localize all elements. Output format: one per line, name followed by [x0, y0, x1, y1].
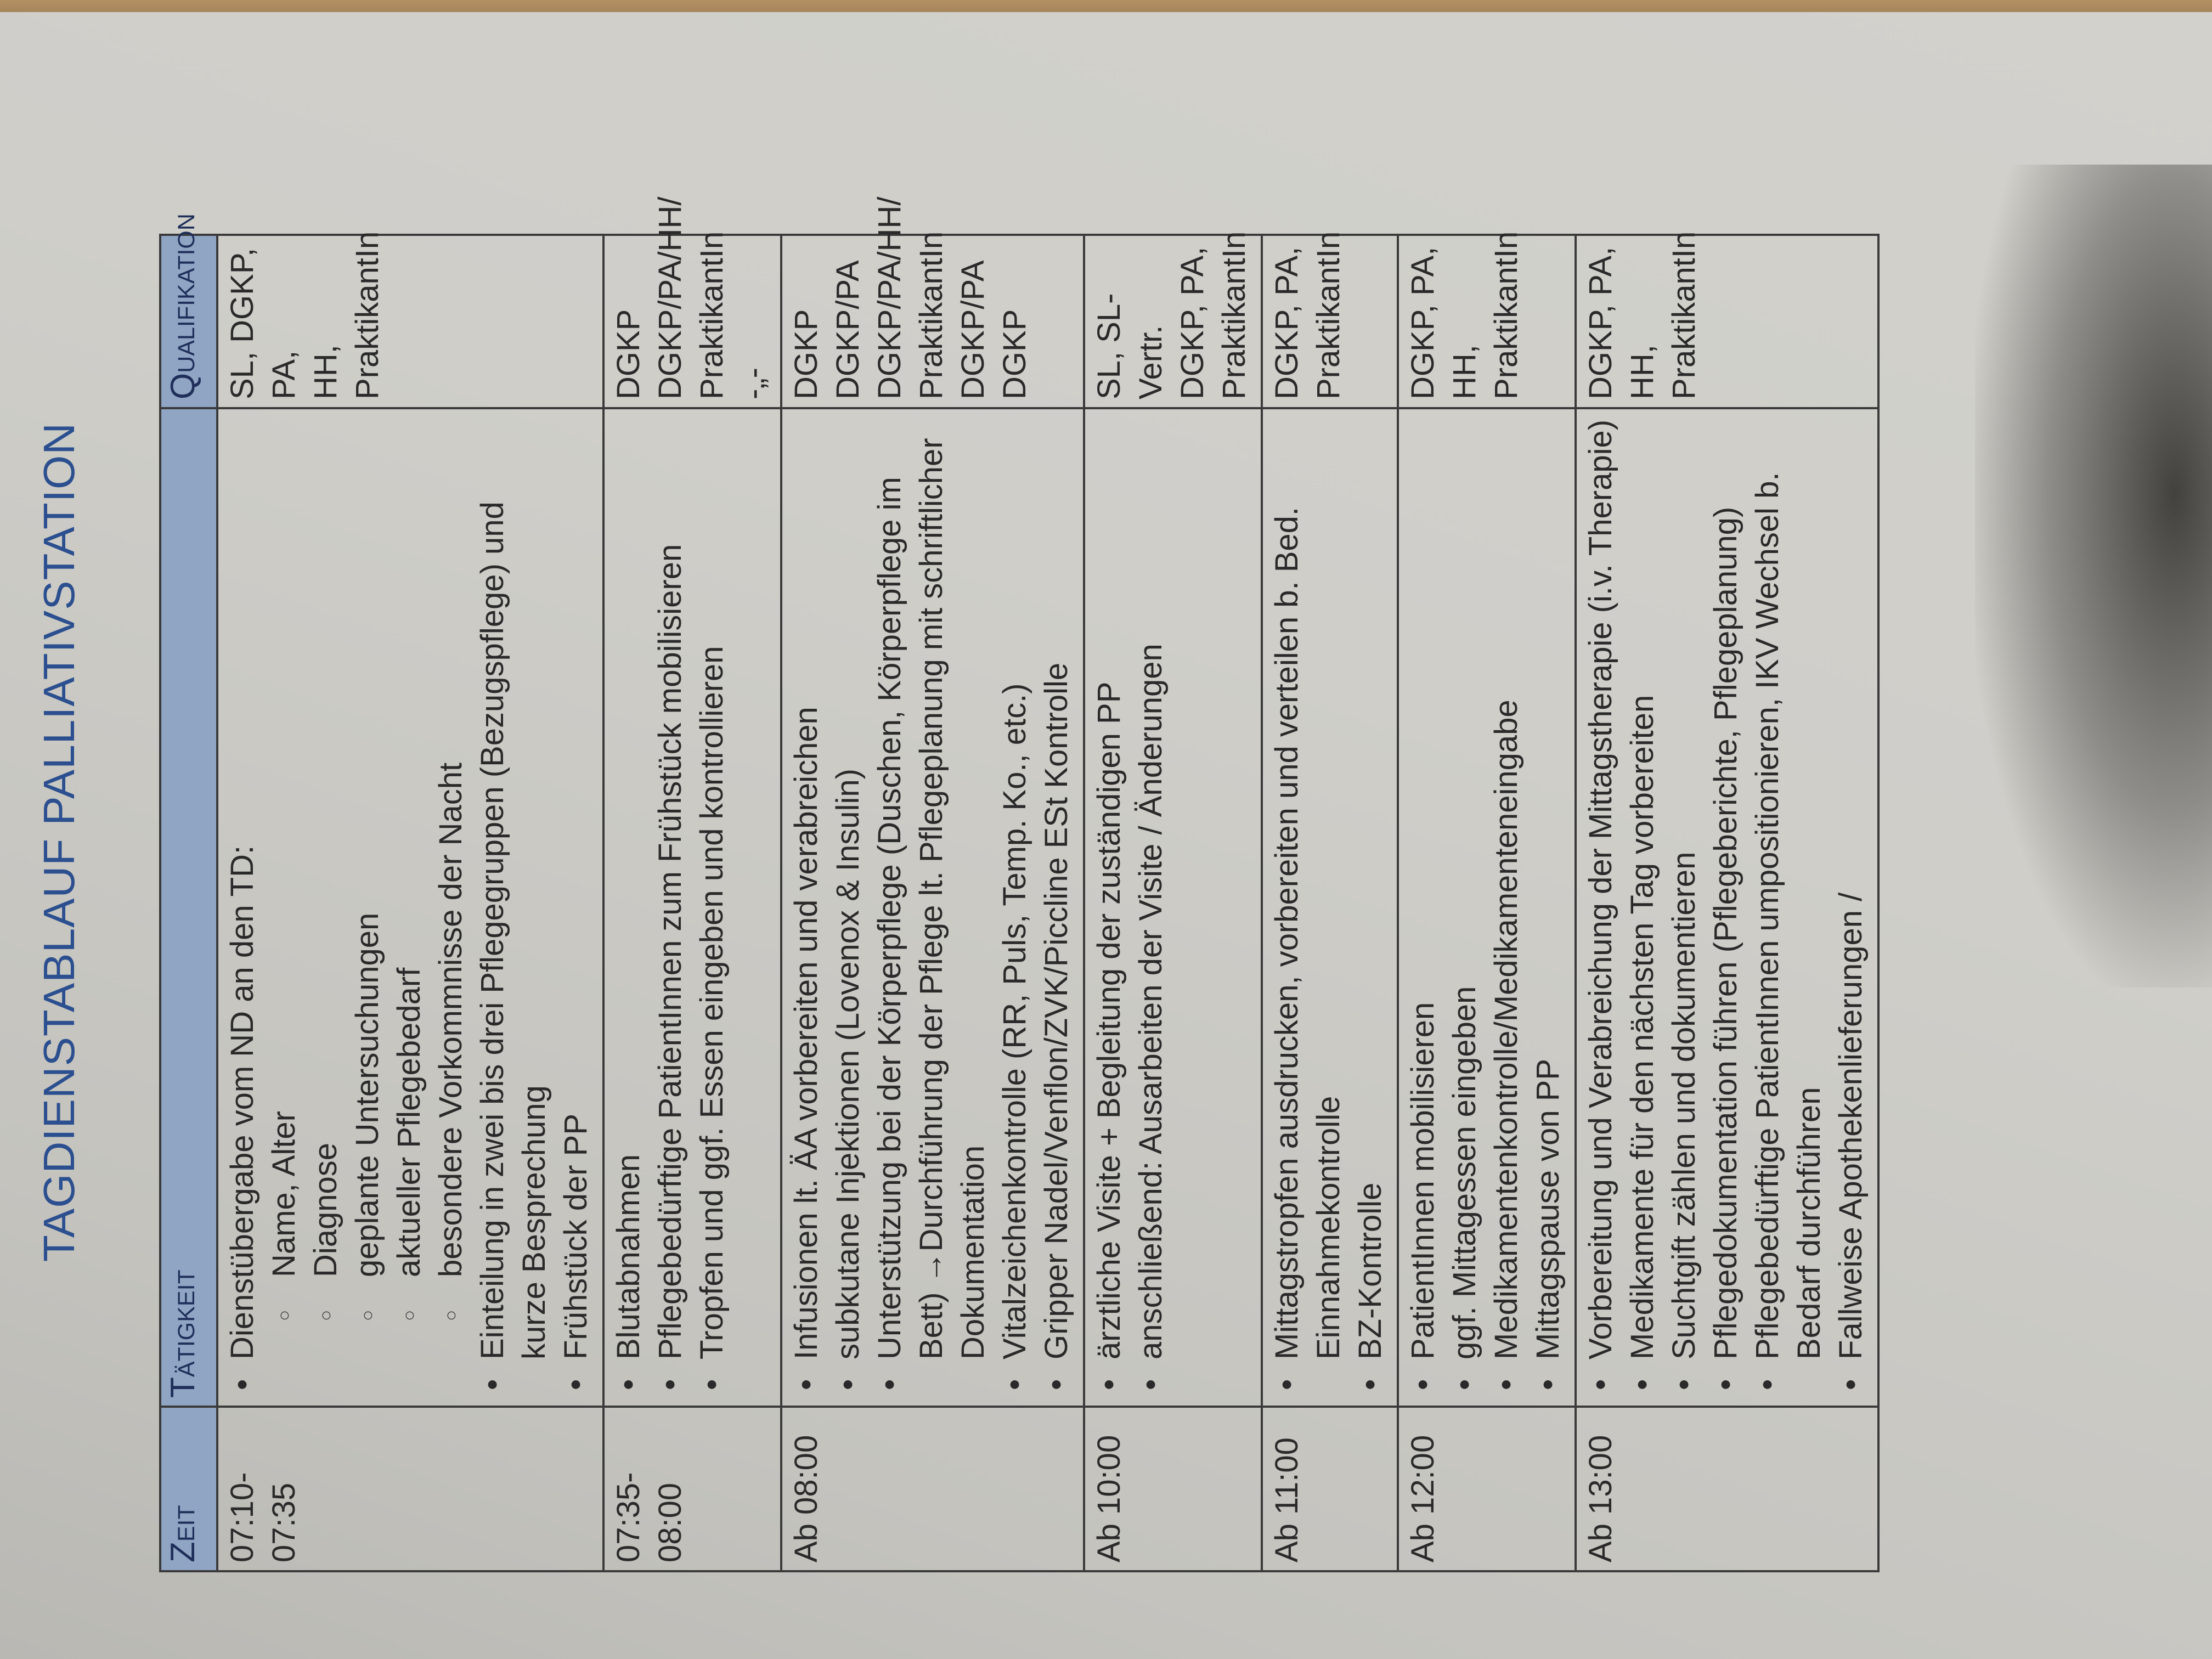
- time-cell: Ab 12:00: [1398, 1407, 1576, 1571]
- activity-item: • PatientInnen mobilisieren: [1402, 417, 1444, 1398]
- activity-item: • Suchtgift zählen und dokumentieren: [1663, 417, 1705, 1398]
- document-title: TAGDIENSTABLAUF PALLIATIVSTATION: [35, 422, 83, 1262]
- header-taetigkeit: Tätigkeit: [160, 408, 217, 1407]
- activity-cell: [781, 408, 1084, 1407]
- table-row: [781, 235, 1084, 1571]
- activity-item: • Pflegebedürftige PatientInnen umpositionieren, IKV Wechsel b. Bedarf durchführen: [1747, 417, 1830, 1398]
- activity-list: [1266, 417, 1391, 1398]
- activity-item: • Vorbereitung und Verabreichung der Mittagstherapie (i.v. Therapie): [1580, 417, 1622, 1398]
- table-row: [1576, 235, 1878, 1571]
- header-zeit: Zeit: [160, 1407, 217, 1571]
- activity-cell: [1576, 408, 1878, 1407]
- activity-item: • Unterstützung bei der Körperpflege (Duschen, Körperpflege im Bett) →Durchführung der Pflege lt. Pflegeplanung mit schriftlicher Dokumentation: [869, 417, 994, 1398]
- activity-item: • Blutabnahmen: [608, 417, 650, 1398]
- sub-list-item: ○ geplante Untersuchungen: [347, 417, 388, 1359]
- time-cell: Ab 10:00: [1084, 1407, 1262, 1571]
- activity-item: • Vitalzeichenkontrolle (RR, Puls, Temp. Ko., etc.): [994, 417, 1036, 1398]
- sub-list: [263, 417, 472, 1359]
- activity-item: • Mittagstropfen ausdrucken, vorbereiten und verteilen b. Bed. Einnahmekontrolle: [1266, 417, 1350, 1398]
- activity-item: • Tropfen und ggf. Essen eingeben und kontrollieren: [691, 417, 733, 1398]
- activity-item: • Pflegebedürftige PatientInnen zum Frühstück mobilisieren: [650, 417, 691, 1398]
- time-cell: Ab 08:00: [781, 1407, 1084, 1571]
- sub-list-item: ○ besondere Vorkommnisse der Nacht: [430, 417, 472, 1359]
- table-row: [1398, 235, 1576, 1571]
- activity-item: • Gripper Nadel/Venflon/ZVK/Piccline ESt Kontrolle: [1036, 417, 1077, 1398]
- qualification-cell: DGKP, PA, PraktikantIn: [1262, 235, 1398, 408]
- activity-item: • Fallweise Apothekenlieferungen /: [1830, 417, 1872, 1398]
- table-row: [603, 235, 781, 1571]
- activity-list: [1580, 417, 1872, 1398]
- activity-list: [608, 417, 733, 1398]
- activity-cell: [217, 408, 603, 1407]
- qualification-cell: DGKP, PA, HH, PraktikantIn: [1576, 235, 1878, 408]
- activity-item: • Infusionen lt. ÄA vorbereiten und verabreichen: [786, 417, 827, 1398]
- activity-item: • Mittagspause von PP: [1527, 417, 1569, 1398]
- time-cell: Ab 11:00: [1262, 1407, 1398, 1571]
- activity-cell: [1262, 408, 1398, 1407]
- schedule-table: [159, 196, 1880, 1572]
- time-cell: Ab 13:00: [1576, 1407, 1878, 1571]
- activity-cell: [1084, 408, 1262, 1407]
- time-cell: 07:35-08:00: [603, 1407, 781, 1571]
- activity-cell: [1398, 408, 1576, 1407]
- activity-item: • subkutane Injektionen (Lovenox & Insulin): [827, 417, 869, 1398]
- header-qualifikation: Qualifikation: [160, 235, 217, 408]
- qualification-cell: DGKP, PA, HH, PraktikantIn: [1398, 235, 1576, 408]
- activity-list: [786, 417, 1077, 1398]
- qualification-cell: SL, SL-Vertr. DGKP, PA, PraktikantIn: [1084, 235, 1262, 408]
- activity-item: • Pflegedokumentation führen (Pflegeberichte, Pflegeplanung): [1705, 417, 1747, 1398]
- header-row: [160, 235, 217, 1571]
- table-row: [1084, 235, 1262, 1571]
- activity-item: • BZ-Kontrolle: [1350, 417, 1391, 1398]
- table-row: [217, 235, 603, 1571]
- sub-list-item: ○ aktueller Pflegebedarf: [388, 417, 430, 1359]
- activity-item: • Frühstück der PP: [555, 417, 597, 1398]
- sub-list-item: ○ Name, Alter: [263, 417, 305, 1359]
- qualification-cell: DGKP DGKP/PA/HH/ PraktikantIn -„-: [603, 235, 781, 408]
- time-cell: 07:10-07:35: [217, 1407, 603, 1571]
- activity-cell: [603, 408, 781, 1407]
- activity-item: • ggf. Mittagessen eingeben: [1444, 417, 1486, 1398]
- activity-list: [1088, 417, 1172, 1398]
- activity-list: [1402, 417, 1569, 1398]
- qualification-cell: DGKP DGKP/PA DGKP/PA/HH/ PraktikantIn DGKP/PA DGKP: [781, 235, 1084, 408]
- schedule-body: [217, 196, 1878, 1571]
- activity-list: [222, 417, 597, 1398]
- activity-item: • Medikamentenkontrolle/Medikamenteneingabe: [1486, 417, 1527, 1398]
- sub-list-item: ○ Diagnose: [305, 417, 347, 1359]
- activity-item: • anschließend: Ausarbeiten der Visite / Änderungen: [1130, 417, 1172, 1398]
- table-row: [1262, 235, 1398, 1571]
- activity-item: • ärztliche Visite + Begleitung der zuständigen PP: [1088, 417, 1130, 1398]
- activity-item: • Einteilung in zwei bis drei Pflegegruppen (Bezugspflege) und kurze Besprechung: [472, 417, 555, 1398]
- activity-item: • Dienstübergabe vom ND an den TD: ○ Name, Alter ○ Diagnose ○ geplante Untersuchungen ○ aktueller Pflegebedarf ○ besondere Vorkommnisse der Nacht: [222, 417, 472, 1398]
- qualification-cell: SL, DGKP, PA, HH, PraktikantIn: [217, 235, 603, 408]
- activity-item: • Medikamente für den nächsten Tag vorbereiten: [1622, 417, 1663, 1398]
